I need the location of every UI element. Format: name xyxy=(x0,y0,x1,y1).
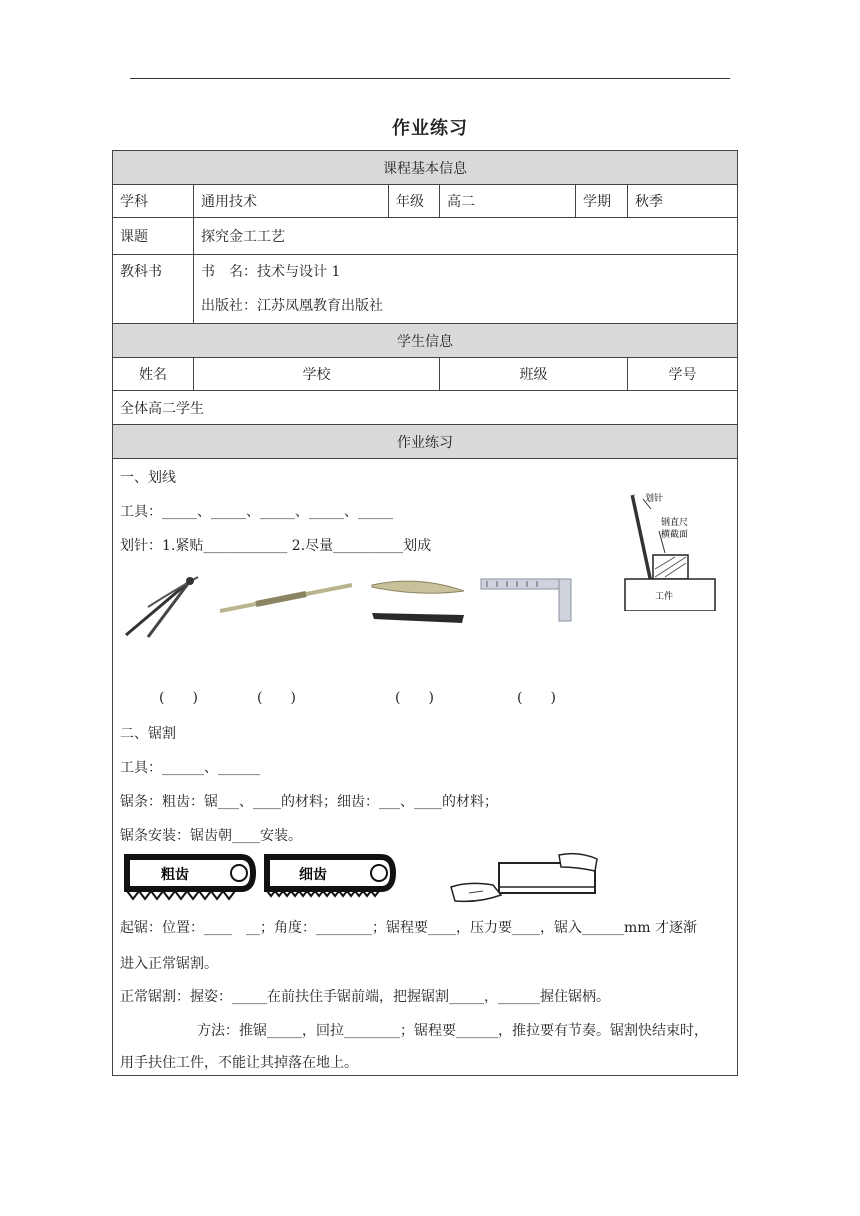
label-needle: 划针 xyxy=(645,494,664,504)
label-ruler: 钢直尺 xyxy=(661,518,689,528)
section-header-homework: 作业练习 xyxy=(113,425,738,459)
section-header-course: 课程基本信息 xyxy=(113,151,738,185)
textbook-publisher: 出版社：江苏凤凰教育出版社 xyxy=(201,298,383,314)
paren-2: ( ) xyxy=(257,690,296,706)
s1-title: 一、划线 xyxy=(120,470,176,486)
hacksaw-grip-image xyxy=(449,851,609,907)
paren-4: ( ) xyxy=(517,690,556,706)
start-line-1: 起锯：位置：____ __；角度：________；锯程要____，压力要____，锯入______mm 才逐渐 xyxy=(120,920,697,936)
topic-value: 探究金工工艺 xyxy=(194,218,738,255)
grade-label: 年级 xyxy=(389,185,440,218)
normal-line-1: 正常锯割：握姿：_____在前扶住手锯前端，把握锯割_____，______握住锯柄。 xyxy=(120,989,610,1005)
s2-install: 锯条安装：锯齿朝____安装。 xyxy=(120,828,302,844)
scriber-image xyxy=(216,577,356,617)
s1-tools: 工具：_____、_____、_____、_____、_____ xyxy=(120,504,393,520)
s2-tools: 工具：______、______ xyxy=(120,760,260,776)
term-label: 学期 xyxy=(576,185,628,218)
center-punch-image xyxy=(368,571,468,631)
topic-label: 课题 xyxy=(113,218,194,255)
textbook-label: 教科书 xyxy=(113,255,194,324)
grade-value: 高二 xyxy=(440,185,576,218)
section-header-student: 学生信息 xyxy=(113,324,738,358)
paren-1: ( ) xyxy=(159,690,198,706)
page-title: 作业练习 xyxy=(392,118,468,139)
scriber-shaft xyxy=(633,495,651,579)
header-rule xyxy=(130,78,730,79)
textbook-name: 书 名：技术与设计 1 xyxy=(201,264,341,280)
student-scope: 全体高二学生 xyxy=(113,391,738,425)
col-school: 学校 xyxy=(194,358,440,391)
paren-3: ( ) xyxy=(395,690,434,706)
subject-label: 学科 xyxy=(113,185,194,218)
normal-line-2: 方法：推锯_____，回拉________；锯程要______，推拉要有节奏。锯割快结束时， xyxy=(197,1023,708,1039)
homework-body xyxy=(113,459,738,1075)
subject-value: 通用技术 xyxy=(194,185,389,218)
worksheet-table xyxy=(112,150,738,1076)
col-class: 班级 xyxy=(440,358,628,391)
col-name: 姓名 xyxy=(113,358,194,391)
label-section: 横截面 xyxy=(661,530,689,540)
square-ruler-image xyxy=(479,575,575,625)
label-fine: 细齿 xyxy=(299,867,327,883)
label-coarse: 粗齿 xyxy=(161,867,189,883)
label-workpiece: 工件 xyxy=(655,592,674,602)
normal-line-3: 用手扶住工件，不能让其掉落在地上。 xyxy=(120,1055,358,1071)
divider-compass-image xyxy=(118,571,213,643)
s1-needle: 划针：1.紧贴____________ 2.尽量__________划成 xyxy=(120,538,432,554)
start-line-2: 进入正常锯割。 xyxy=(120,956,218,972)
s2-blade: 锯条：粗齿：锯___、____的材料；细齿：___、____的材料； xyxy=(120,794,498,810)
col-student-id: 学号 xyxy=(628,358,738,391)
saw-blades-image xyxy=(123,851,408,907)
marking-diagram xyxy=(613,487,723,611)
term-value: 秋季 xyxy=(628,185,738,218)
s2-title: 二、锯割 xyxy=(120,726,176,742)
